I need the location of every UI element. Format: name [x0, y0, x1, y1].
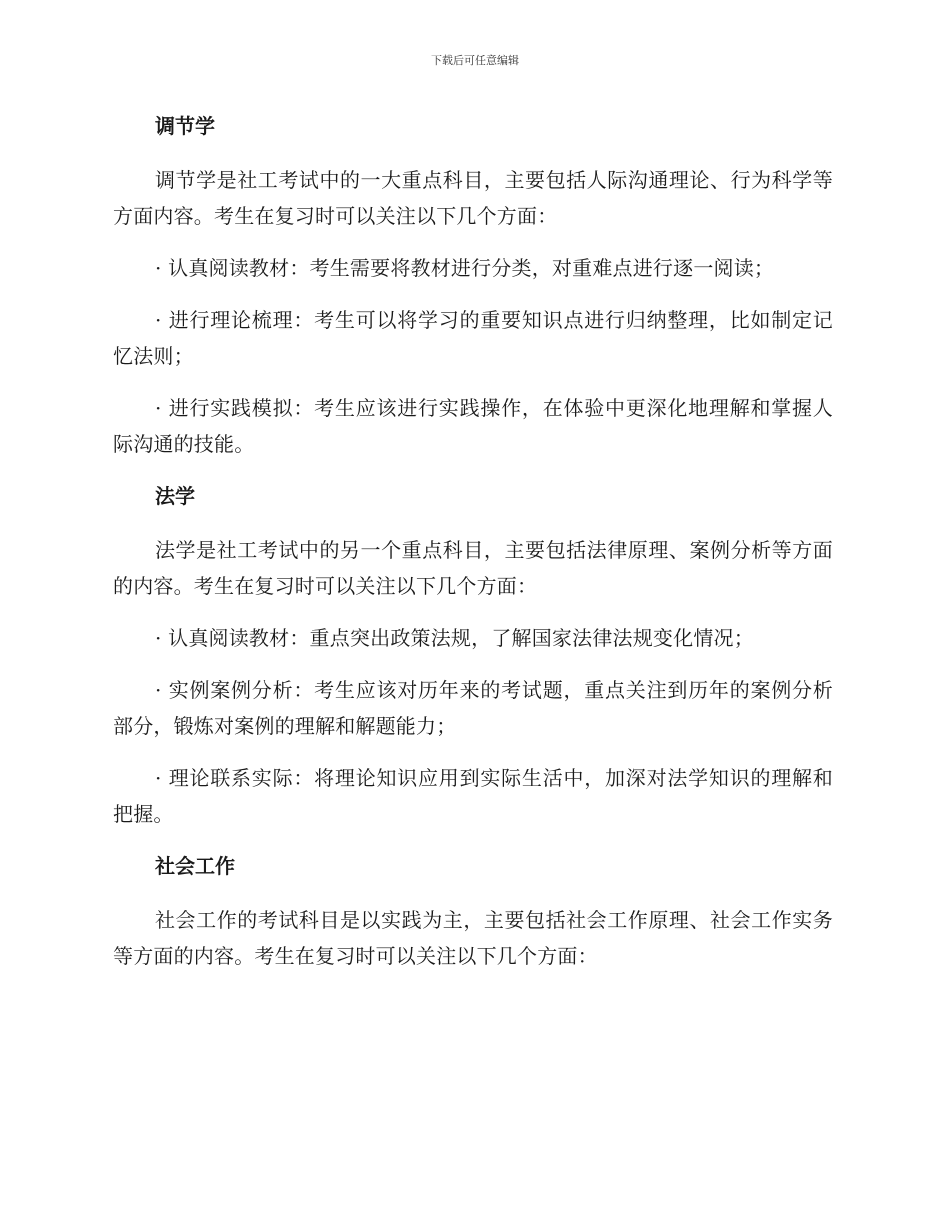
bullet-paragraph: · 进行实践模拟：考生应该进行实践操作，在体验中更深化地理解和掌握人际沟通的技能。: [113, 396, 833, 456]
intro-paragraph: 法学是社工考试中的另一个重点科目，主要包括法律原理、案例分析等方面的内容。考生在复习时可以关注以下几个方面：: [113, 538, 833, 598]
bullet-paragraph: · 进行理论梳理：考生可以将学习的重要知识点进行归纳整理，比如制定记忆法则；: [113, 308, 833, 368]
intro-paragraph: 社会工作的考试科目是以实践为主，主要包括社会工作原理、社会工作实务等方面的内容。考生在复习时可以关注以下几个方面：: [113, 908, 833, 968]
document-body: [113, 108, 833, 990]
section-heading: 法学: [155, 484, 195, 508]
section-faxue: [113, 478, 833, 832]
bullet-paragraph: · 理论联系实际：将理论知识应用到实际生活中，加深对法学知识的理解和把握。: [113, 766, 833, 826]
page-header: 下载后可任意编辑: [431, 54, 519, 67]
section-tiaojiexue: [113, 108, 833, 462]
bullet-paragraph: · 认真阅读教材：考生需要将教材进行分类，对重难点进行逐一阅读；: [155, 256, 775, 280]
bullet-paragraph: · 实例案例分析：考生应该对历年来的考试题，重点关注到历年的案例分析部分，锻炼对案例的理解和解题能力；: [113, 678, 833, 738]
bullet-paragraph: · 认真阅读教材：重点突出政策法规，了解国家法律法规变化情况；: [155, 626, 754, 650]
section-heading: 社会工作: [155, 854, 235, 878]
section-shehuigongzuo: [113, 848, 833, 974]
section-heading: 调节学: [155, 114, 215, 138]
intro-paragraph: 调节学是社工考试中的一大重点科目，主要包括人际沟通理论、行为科学等方面内容。考生在复习时可以关注以下几个方面：: [113, 168, 833, 228]
